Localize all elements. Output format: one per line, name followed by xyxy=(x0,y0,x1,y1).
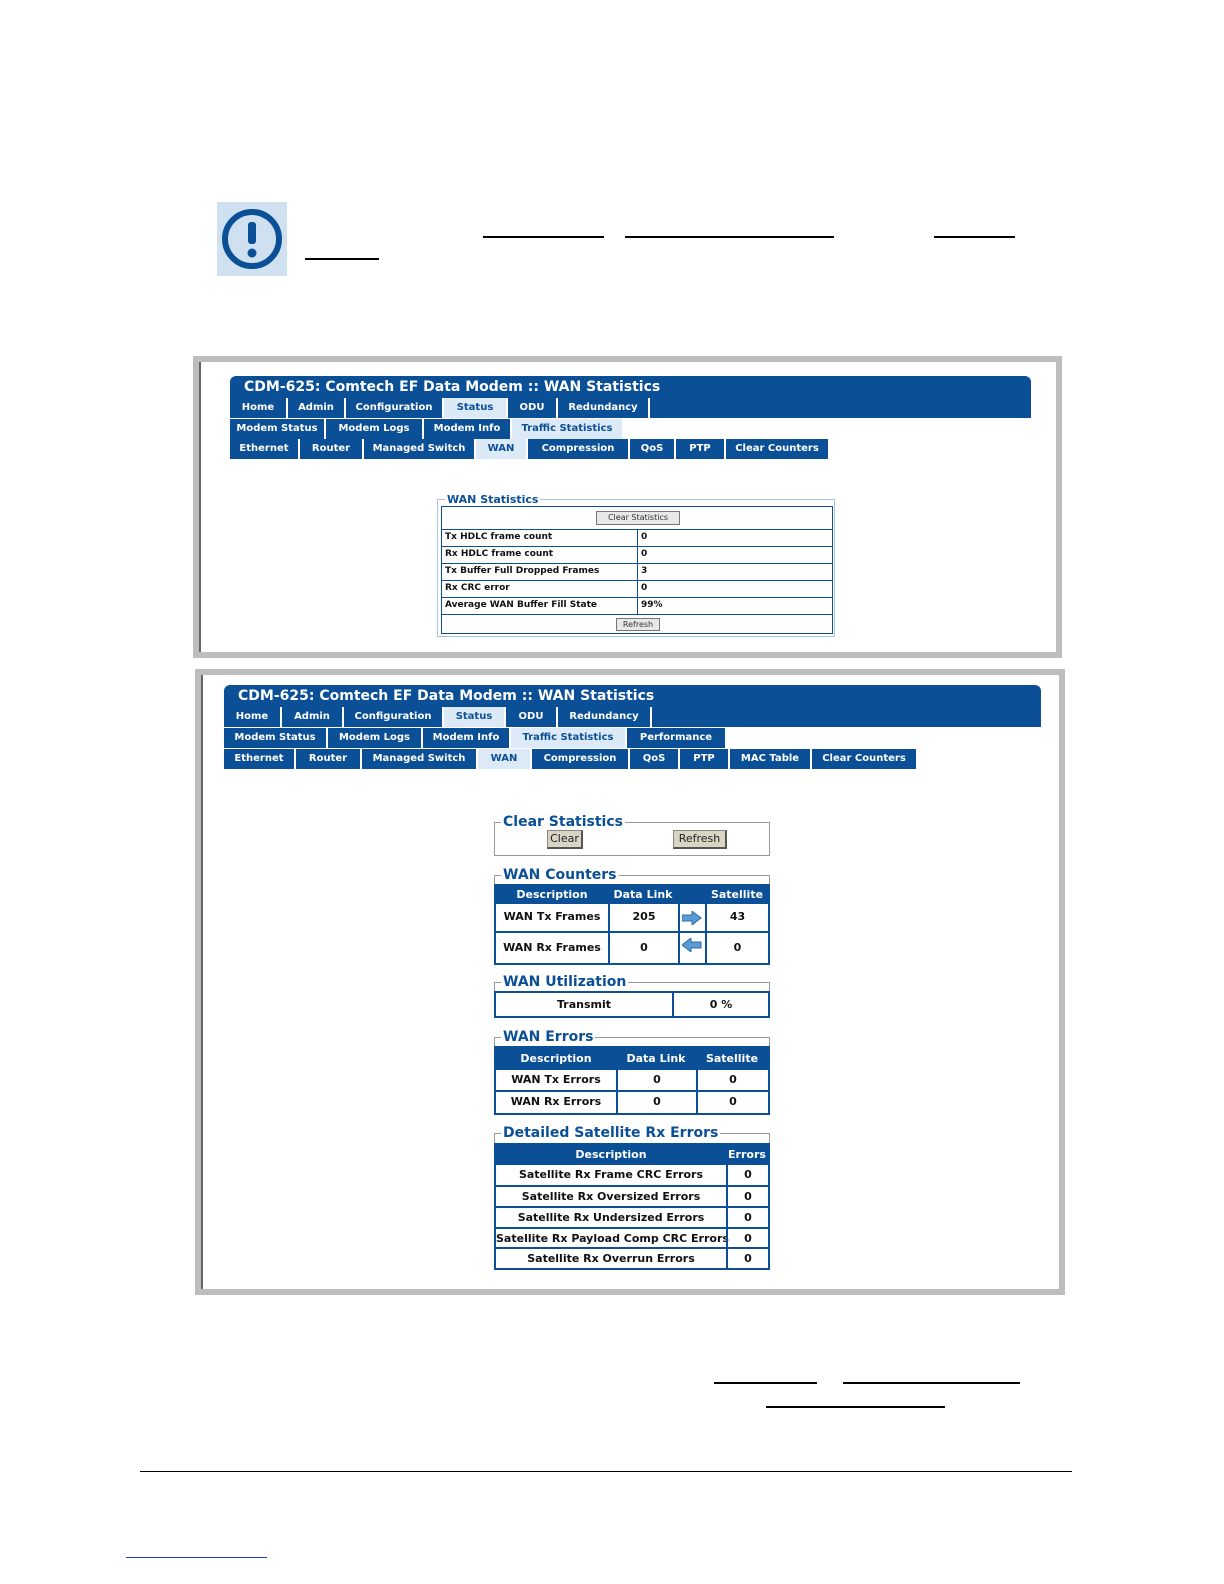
table-row xyxy=(442,614,832,634)
clear-button[interactable]: Clear xyxy=(547,830,583,849)
row-label: Tx Buffer Full Dropped Frames xyxy=(445,566,600,576)
col-header: Description xyxy=(516,888,588,901)
tab-qos[interactable]: QoS xyxy=(630,749,680,769)
arrow-left-icon xyxy=(682,937,702,956)
row-value: 0 xyxy=(744,1190,752,1203)
row-desc: WAN Rx Errors xyxy=(510,1095,602,1108)
tab-modem-info[interactable]: Modem Info xyxy=(423,728,511,748)
table-row xyxy=(496,1090,768,1115)
wan-utilization-table xyxy=(494,991,770,1018)
wan-utilization-legend: WAN Utilization xyxy=(503,974,627,990)
screenshot-frame-1 xyxy=(193,356,1062,658)
row-data-link: 0 xyxy=(653,1073,661,1086)
table-row xyxy=(496,1185,768,1207)
table-row xyxy=(496,1227,768,1249)
link-underline xyxy=(714,1382,817,1384)
row-desc: WAN Tx Frames xyxy=(503,910,601,923)
tab-traffic-statistics[interactable]: Traffic Statistics xyxy=(512,419,624,439)
refresh-button[interactable]: Refresh xyxy=(673,830,727,849)
link-underline xyxy=(843,1382,1020,1384)
tab-router[interactable]: Router xyxy=(296,749,362,769)
col-header: Errors xyxy=(728,1148,766,1161)
row-satellite: 0 xyxy=(733,941,742,954)
row-label: Rx CRC error xyxy=(445,583,510,593)
panel-title: WAN Statistics xyxy=(447,493,539,506)
screenshot-frame-2 xyxy=(195,669,1065,1295)
tab-configuration[interactable]: Configuration xyxy=(346,398,444,418)
table-row xyxy=(442,563,832,580)
tab-home[interactable]: Home xyxy=(230,398,288,418)
tab-status[interactable]: Status xyxy=(444,707,506,727)
tab-redundancy[interactable]: Redundancy xyxy=(558,398,650,418)
tab-home[interactable]: Home xyxy=(224,707,282,727)
tab-traffic-statistics[interactable]: Traffic Statistics xyxy=(511,728,627,748)
tab-ethernet[interactable]: Ethernet xyxy=(224,749,296,769)
wan-counters-table xyxy=(494,884,770,965)
tab-compression[interactable]: Compression xyxy=(532,749,630,769)
tab-modem-status[interactable]: Modem Status xyxy=(230,419,326,439)
row-satellite: 0 xyxy=(729,1095,737,1108)
row-data-link: 0 xyxy=(653,1095,661,1108)
row-value: 99% xyxy=(641,600,663,610)
exclamation-circle-icon xyxy=(217,202,287,276)
refresh-button[interactable]: Refresh xyxy=(616,618,660,631)
wan-statistics-table xyxy=(441,506,833,634)
row-desc: Satellite Rx Oversized Errors xyxy=(521,1190,701,1203)
clear-statistics-legend: Clear Statistics xyxy=(503,814,623,830)
page-title: CDM-625: Comtech EF Data Modem :: WAN Statistics xyxy=(230,376,1031,398)
table-row xyxy=(442,546,832,563)
footer-rule xyxy=(140,1471,1072,1472)
nav-row-3 xyxy=(224,749,924,769)
page-title: CDM-625: Comtech EF Data Modem :: WAN Statistics xyxy=(224,685,1041,707)
link-underline xyxy=(305,258,379,260)
row-desc: WAN Tx Errors xyxy=(511,1073,601,1086)
tab-router[interactable]: Router xyxy=(300,439,364,459)
tab-managed-switch[interactable]: Managed Switch xyxy=(364,439,476,459)
utilization-label: Transmit xyxy=(556,998,611,1011)
col-header: Data Link xyxy=(613,888,673,901)
tab-odu[interactable]: ODU xyxy=(508,398,558,418)
tab-admin[interactable]: Admin xyxy=(282,707,344,727)
row-label: Rx HDLC frame count xyxy=(445,549,554,559)
tab-qos[interactable]: QoS xyxy=(630,439,676,459)
wan-errors-table xyxy=(494,1046,770,1115)
tab-modem-status[interactable]: Modem Status xyxy=(224,728,328,748)
col-header: Description xyxy=(575,1148,647,1161)
tab-wan[interactable]: WAN xyxy=(478,749,532,769)
table-row xyxy=(496,1165,768,1185)
table-row xyxy=(496,1206,768,1228)
tab-admin[interactable]: Admin xyxy=(288,398,346,418)
row-satellite: 43 xyxy=(729,910,746,923)
link-underline xyxy=(625,236,834,238)
tab-compression[interactable]: Compression xyxy=(528,439,630,459)
tab-configuration[interactable]: Configuration xyxy=(344,707,444,727)
tab-modem-logs[interactable]: Modem Logs xyxy=(328,728,423,748)
row-desc: WAN Rx Frames xyxy=(503,941,601,954)
nav-row-1 xyxy=(230,398,1031,418)
link-underline xyxy=(766,1406,945,1408)
row-label: Tx HDLC frame count xyxy=(445,532,553,542)
row-value: 0 xyxy=(744,1211,752,1224)
table-row xyxy=(442,597,832,614)
note-icon-box xyxy=(217,202,287,276)
row-satellite: 0 xyxy=(729,1073,737,1086)
tab-ptp[interactable]: PTP xyxy=(680,749,730,769)
row-desc: Satellite Rx Overrun Errors xyxy=(527,1252,695,1265)
row-data-link: 0 xyxy=(640,941,648,954)
table-row xyxy=(442,529,832,546)
tab-managed-switch[interactable]: Managed Switch xyxy=(362,749,478,769)
tab-ptp[interactable]: PTP xyxy=(676,439,726,459)
tab-modem-info[interactable]: Modem Info xyxy=(424,419,512,439)
nav-row-2 xyxy=(224,728,744,748)
arrow-right-icon xyxy=(682,910,702,929)
tab-mac-table[interactable]: MAC Table xyxy=(730,749,812,769)
tab-modem-logs[interactable]: Modem Logs xyxy=(326,419,424,439)
wan-errors-legend: WAN Errors xyxy=(503,1029,594,1045)
table-row xyxy=(496,904,768,931)
table-row xyxy=(496,1247,768,1270)
row-desc: Satellite Rx Frame CRC Errors xyxy=(518,1168,704,1181)
sat-errors-table xyxy=(494,1143,770,1270)
row-value: 0 xyxy=(641,583,648,593)
col-header: Satellite xyxy=(705,1052,759,1065)
nav-row-2 xyxy=(230,419,650,439)
link-underline xyxy=(483,236,604,238)
nav-row-3 xyxy=(230,439,850,459)
row-value: 0 xyxy=(744,1232,752,1245)
tab-wan[interactable]: WAN xyxy=(476,439,528,459)
tab-odu[interactable]: ODU xyxy=(506,707,558,727)
row-data-link: 205 xyxy=(632,910,656,923)
utilization-value: 0 % xyxy=(709,998,733,1011)
row-desc: Satellite Rx Undersized Errors xyxy=(517,1211,705,1224)
col-header: Satellite xyxy=(710,888,764,901)
row-value: 0 xyxy=(744,1252,752,1265)
table-row xyxy=(496,1070,768,1090)
col-header: Data Link xyxy=(626,1052,686,1065)
row-desc: Satellite Rx Payload Comp CRC Errors xyxy=(496,1232,729,1245)
tab-status[interactable]: Status xyxy=(444,398,508,418)
row-value: 0 xyxy=(641,532,648,542)
link-underline xyxy=(934,236,1015,238)
row-label: Average WAN Buffer Fill State xyxy=(445,600,597,610)
table-row xyxy=(442,580,832,597)
tab-ethernet[interactable]: Ethernet xyxy=(230,439,300,459)
tab-clear-counters[interactable]: Clear Counters xyxy=(812,749,918,769)
col-header: Description xyxy=(520,1052,592,1065)
row-value: 3 xyxy=(641,566,648,576)
table-row xyxy=(496,931,768,965)
clear-statistics-button[interactable]: Clear Statistics xyxy=(596,511,680,525)
row-value: 0 xyxy=(744,1168,752,1181)
tab-redundancy[interactable]: Redundancy xyxy=(558,707,652,727)
sat-errors-legend: Detailed Satellite Rx Errors xyxy=(503,1125,719,1141)
row-value: 0 xyxy=(641,549,648,559)
tab-clear-counters[interactable]: Clear Counters xyxy=(726,439,830,459)
wan-counters-legend: WAN Counters xyxy=(503,867,617,883)
tab-performance[interactable]: Performance xyxy=(627,728,727,748)
footer-link-underline xyxy=(126,1557,267,1558)
nav-row-1 xyxy=(224,707,1041,727)
